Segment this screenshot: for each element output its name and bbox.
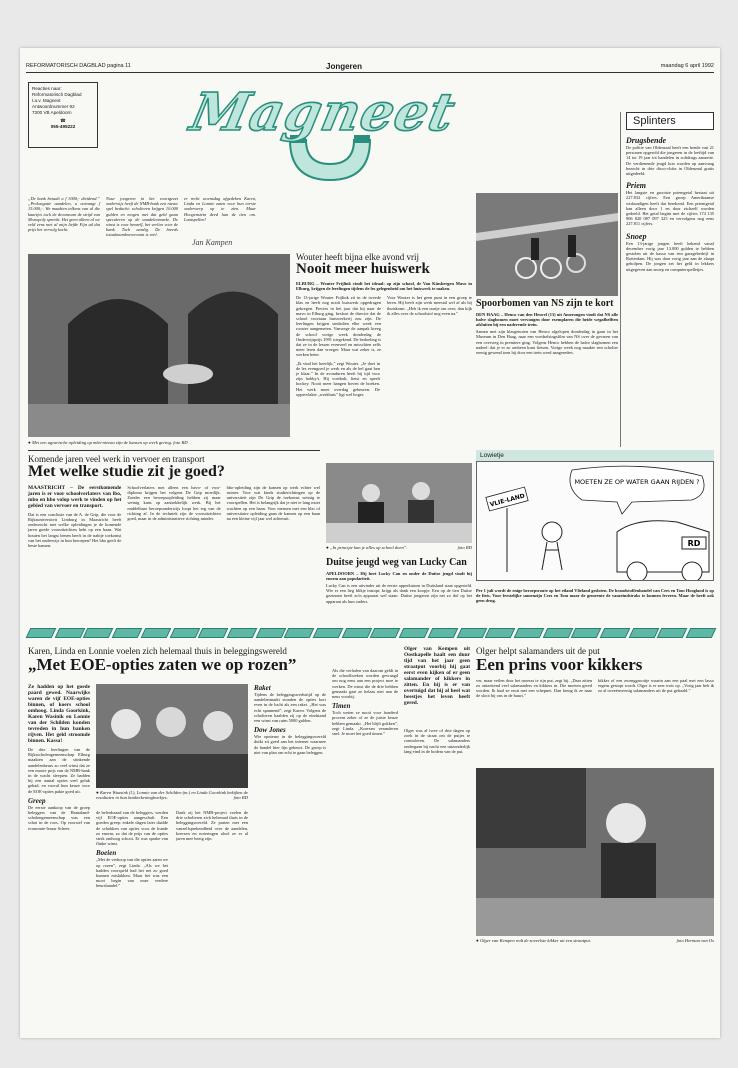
spoorbomen-article (476, 299, 618, 355)
cartoon-title: Lowietje (476, 450, 714, 461)
body: „Met de verkoop van die opties zaten we op rozen”, zegt Linda. „Als we het hadden voorspeld had het net zo goed kunnen mislukken. Maar het was een mooi begin van onze verdere beurshandel.” (96, 857, 168, 889)
address-line: t.a.v. Magnext (32, 98, 61, 103)
kikker-lead-col (404, 646, 470, 706)
eoe-col-5 (332, 668, 398, 736)
phone-number: 055-495222 (50, 124, 76, 129)
body: Lucky Can is een uitvinder uit de eerste apperkatoen in Duitsland staat opgesteld. Wie er een lieg blikje instopt, krijgt als dank een koopje. Een op de tien Duitse gezinnen heeft zo'n apparaat wel staan. Duitse jongeren zijn net zo dol op het apparaat als hun ouders. (326, 582, 472, 604)
caption-text: „In principe kun je alles op school doen”. (329, 545, 408, 550)
splinter-text: Een 13-jarige jongen heeft bekend vanaf december vorig jaar 13.000 gulden te hebben gestolen uit de kassa van een garagebedrijf in Rotterdam. Hij was daar vorig jaar aan de slaapt geholpen. De jongen zet het geld in lekkers uitgegeven aan snoep en computerspelletjes. (626, 240, 714, 272)
kicker: Olger helpt salamanders uit de put (476, 646, 600, 656)
eoe-col-1 (28, 684, 90, 831)
subhead: Boeien (96, 849, 117, 858)
barn-illustration (28, 254, 290, 437)
body-col: „Ik vind het heerlijk,” zegt Wouter. „Je doet in de les evengoed je werk en als de bel gaat ben je klaar.” In de avonduren heeft hij tijd voor zijn hobby's. Hij voetbalt, fietst en speelt hockey. Nooit meer hangen boven de boeken. Het werk moet overdag gebeuren. De oppervlakte „werkhuis” ligt wel hoger. (296, 360, 380, 397)
header-date: maandag 6 april 1992 (660, 63, 714, 69)
caption-text: Karen Waasink (l.), Lonnie van der Schilden (m.) en Linda Goorkink bekijken de resultaten in hun bankrekeningboekjes. (96, 790, 248, 800)
header-left: REFORMATORISCH DAGBLAD pagina 11 (26, 63, 131, 69)
splinter-text: De politie van Oldenzaal heeft een bende van 21 personen opgerold die jongeren in de leeftijd van 14 tot 19 jaar tot handelen in softdrugs aanzette. De verdienende jeugd kon worden op aanvraag bezocht in drie disco-clubs in Oldenzaal gratis uitgedeeld. (626, 145, 714, 177)
subhead: Greep (28, 796, 46, 805)
address-line: Reformatorisch Dagblad (32, 92, 82, 97)
cartoon-drawing (476, 461, 714, 581)
lowietje-cartoon (476, 450, 714, 620)
body-col: ver, maar veilen door het moeras te rijn put, zegt hij. „Daar zitten zo ontzettend veel salamanders en kikkers in. Die moeten gered worden. Ik haal ze eruit met een schepnet. Dan breng ik ze naar de sloot bij ons in de buurt.” (476, 677, 592, 699)
splinters-column (620, 112, 714, 447)
kikker-photo-caption: ● Olger van Kempen redt de zoveelste kikker uit een straatput. foto Herman van Os (476, 938, 714, 943)
photo-cyclists (476, 193, 618, 296)
address-box (28, 82, 98, 148)
sign-text: VLIE-LAND (489, 492, 526, 509)
lead: Olger van Kempen uit Oostkapelle haalt een duur tijd van het jaar geen straatput voorbij hij gaat eerst even kijken of er geen salamander of kikkers in zitten. En hij is er van overtuigd dat hij al heel wat beestjes het leven heeft gered. (404, 646, 470, 706)
photo-credit: foto RD (457, 545, 472, 550)
body-col: De 13-jarige Wouter Frijlink zit in de tweede klas en heeft nog nooit huiswerk opgedragen gekregen. Precies in het jaar dat hij naar de mavo in Elburg ging, besloot de directie dat de school voortaan huiswerkvrij zou zijn. De leerlingen krijgen sindsdien elke week een rooster aangemeten. Vanwege de aanpak kreeg de school vorige week donderdag de Onderwijsprijs 1991 toegekend. De bedoeling is dat ze in de lessen evenveel en misschien zelfs meer leren dan vroeger. Maar wat zeker is, ze werken beter. (296, 295, 381, 358)
body: Toch weten ze nooit voor honderd procent zeker of ze de juiste keuze hebben gemaakt. „Het blijft gokken”, zegt Linda. „Koersen veranderen snel. Je moet het goed timen.” (332, 710, 398, 737)
photo-credit: foto RD (233, 795, 248, 800)
headline: Nooit meer huiswerk (296, 261, 430, 277)
newspaper-page (20, 48, 720, 1038)
classroom-illustration (326, 463, 472, 543)
speech-text: MOETEN ZE OP WATER GAAN RIJDEN ? (574, 478, 700, 486)
phone-icon: ☎ (60, 118, 66, 123)
body: De drie leerlingen van de Rijksscholengemeenschap Elburg maakten aan de stinkende aandelenbeurs zo veel winst dat ze een mooie prijs van de NMB-bank in de wacht sleepten. Ze hadden bij een aantal opties veel geluk gehad, en vooral hun keuze voor de EOE-opties pakte goed uit. (28, 747, 90, 794)
splinter-text: Het langste en grootste priemgetal bestaat uit 227.832 cijfers. Een groep Amerikaanse wiskundigen heeft dat berekend. Een priemgetal kan alleen door 1 en door zichzelf worden gedeeld. Het getal begint met de cijfers 174 135 906 820 087 097 325 en vervolgens nog eens 227.811 cijfers. (626, 190, 714, 227)
eoe-article (28, 646, 468, 674)
intro-col-2: Nour jongeren in het voortgezet onderwijs heeft de NMB-bank een nieuw spel bedacht: scholieren krijgen 10.000 gulden en mogen met dat geld gaan speculeren op de aandelenmarkt. De winst is voor henzelf, het verlies voor de bank. Toch aardig. De breeds totaalmamboewroomt is veel. (106, 196, 178, 238)
lead: DEN HAAG – Henco van den Heuvel (13) uit Amerongen vindt dat NS alle halve slagbomen moet vervangen door exemplaren die heide wegafhelften afsluiten bij een naderende trein. (476, 311, 618, 327)
boy-illustration (476, 768, 714, 936)
lead: Ze hadden op het goede paard gewed. Naarwijks waren de vijf EOE-opties binnen, of koers school omhoog. Linda Goorkink, Karen Wasinik en Lonnie van der Schilden konden tevreden in hun banken rijven. Het geld stroomde binnen. Kassa! (28, 684, 90, 744)
lead: MAASTRICHT – De eerstkomende jaren is er voor schoolverlaters van lbo, mbo en hbo volop werk te vinden op het gebied van vervoer en transport. (28, 484, 122, 509)
body: Wie opnieuw in de beleggingswereld duikt zit goed aan het internet waarmee de handel hier fijn gebeurt. De groep is niet van plan om echt te gaan beleggen. (254, 734, 326, 755)
caption-text: Olger van Kempen redt de zoveelste kikker uit een straatput. (479, 938, 592, 943)
cartoon-caption: Per 1 juli wordt de enige beroepsroute op het eiland Vlieland gesloten. De brandstoffenhandel van Cees en Tom Hoogland is op de fiets. Voor feestelijke samenzijn Cees en Tom maar de gemeente de vanzeindstraks te kunnen leveren. Maar de heeft ook geen drug. (476, 588, 714, 604)
kicker: Komende jaren veel werk in vervoer en transport (28, 454, 205, 464)
eoe-col-2 (96, 810, 168, 889)
splinter-head: Priem (626, 181, 646, 191)
subhead: Raket (254, 684, 271, 692)
intro-col-3: er recht woensdag afgedeken Karen, Linda en Lonnie zaten voor hun eerste onderwerp op te zien. Maar Hoogenstein deed hun de tien om. Laatspellen! (184, 196, 256, 222)
kicker: Wouter heeft bijna elke avond vrij (296, 252, 419, 262)
splinters-title: Splinters (626, 112, 714, 130)
photo-credit: foto Herman van Os (676, 938, 714, 943)
body-col: kikker of een zwenggroottje waarin aan een paal met een lasso ergens gestopt wordt. Olger is er zeer trots op. „Vorig jaar heb ik zo al tweeënveertig salamanders uit de put gehaald.” (598, 677, 714, 694)
kikker-col-2 (404, 728, 470, 754)
body: Tijdens de beleggingswedstrijd op de aandelenmarkt stonden de opties kort even in de lucht als een raket. „Het was echt spannend”, zegt Karen. Volgens de scholieren haalden zij op de eindstand een winst van ruim 5000 gulden. (254, 692, 326, 724)
page-header (26, 62, 714, 73)
body: De eerste aankoop van de groep beleggers van de Hamaland-scholengemeenschap was een schot in de roos. Op voorstel van economie-leraar Scheer. (28, 804, 90, 831)
headline: Duitse jeugd weg van Lucky Can (326, 557, 467, 568)
address-line: 7300 VB Apeldoorn (32, 110, 72, 115)
caption-text: Met een agrarische opleiding op mbo-niveau zijn de kansen op werk gering. (31, 440, 173, 445)
headline: „Met EOE-opties zaten we op rozen” (28, 655, 297, 674)
body: Olger was al twee of drie dagen op zoek in de straat om de putjes te controleren. De salamanders ondergaan bij nacht een uitzonderlijk lang eind in de bodem van de put. (404, 728, 470, 754)
splinter-head: Snoep (626, 231, 647, 241)
magnet-logo (140, 80, 520, 190)
headline: Spoorbomen van NS zijn te kort (476, 298, 614, 309)
masthead (140, 80, 520, 190)
body: de beleidsraad van de beleggers, werden vijf EOE-opties aangeschaft. Een goeden greep: enkele dagen later daalde de schokken van opties voor de kunde zo enorm, zo dat de prijs van de opties sterk omhoog schoot. Er was sprake van flinke winst. (96, 810, 168, 847)
signature: Jan Kampen (192, 238, 233, 247)
photo-credit: foto RD (173, 440, 188, 445)
kicker: Karen, Linda en Lonnie voelen zich helemaal thuis in beleggingswereld (28, 646, 287, 656)
plate-text: RD (687, 539, 701, 548)
studie-article (28, 450, 320, 548)
lucky-article (326, 558, 472, 604)
body: Dank zij het NMB-project voelen de drie scholieren zich helemaal thuis in de beleggingswereld. Ze praten met een vanzelfsprekendheid over de aandelen, koersen en noteringen alsof ze er al jaren mee bezig zijn. (176, 810, 248, 842)
body-col: Voor Wouter is het geen punt in een groep te leren. Hij heeft zijn werk meestal wel af als hij thuiskomt. „Heb ik een uurtje om over, dan kijk ik alles over de schoolstof nog even na.” (387, 295, 472, 316)
girls-illustration (96, 684, 248, 788)
eoe-col-4 (254, 684, 326, 755)
photo3-caption: ● „In principe kun je alles op school doen”. foto RD (326, 545, 472, 550)
photo-classroom (326, 463, 472, 543)
eoe-col-3 (176, 810, 248, 841)
lead: ELBURG – Wouter Frijlink vindt het ideaal: op zijn school, de Van Kinsbergen Mavo in Elburg, krijgen de leerlingen tijdens de les gelegenheid om het huiswerk te maken. (296, 280, 472, 291)
eoe-photo-caption: ● Karen Waasink (l.), Lonnie van der Schilden (m.) en Linda Goorkink bekijken de resultaten in hun bankrekeningboekjes. foto RD (96, 790, 248, 800)
subhead: Dow Jones (254, 726, 286, 735)
body-col: Dat is een conclusie van de A. de Grip, die voor de Rijksuniversiteit Limburg in Maastricht heeft onderzocht met welke opleidingen je de komende jaren goede vooruitzichten hebt op een baan. Wat houten het langst benen heeft in de nabije toekomst van het onderwijs in hun beroepen? Het hbo geeft de beste kansen. (28, 511, 122, 549)
photo-barn (28, 254, 290, 437)
decorative-ribbon (28, 628, 714, 638)
kikker-article (476, 646, 714, 699)
cyclists-illustration (476, 193, 618, 296)
subhead: Timen (332, 702, 351, 711)
body: Als die verhalen van daarom geldt in de schoolboeken worden gevraagd om nog eens aan een project mee te werken. De winst die de drie hebben gemaakt gaat ze helaas niet aan de neus voorbij. (332, 668, 398, 700)
body-col: Schoolverlaters met alleen een havo- of vwo-diploma krijgen het volgens De Grip moeilijk. Zonder een beroepsopleiding hebben zij maar weinig kans op aantrekkelijk werk. Bij het middelbaar beroepsonderwijs loopt het erg van de richting af. In de techniek zijn de vooruitzichten goed, maar in de administratieve richting minder. (127, 484, 221, 522)
wouter-article (296, 252, 472, 397)
address-line: Reacties naar: (32, 86, 62, 91)
body-col: hbo-opleiding zijn de kansen op werk echter wel ruimer. Voor wat kinds studierichtingen op de universiteit zijn De Grip de toekomst weinig te voorspellen. Het is belangrijk dat je niet te lang moet wachten op een baan. Voor mensen met een hbo of universitaire opleiding gaan de kansen op een baan na een kleine vijf jaar wel achteruit. (226, 484, 320, 522)
splinter-head: Drugsbende (626, 136, 667, 145)
photo-boy (476, 768, 714, 936)
photo-girls (96, 684, 248, 788)
intro-col-1: „De bank betaalt u f 3000,- dividend.” „Prolongatie aandelen, u ontvangt f 15.000,-. We maakten telkens van al die kaartjes toch de droomsom de strijd van Monopoly spreekt. Het geen alleen al we veld eens met al mijn liefde Fijn ad dat prijs het vervolg kocht. (28, 196, 100, 233)
photo1-caption: ● Met een agrarische opleiding op mbo-niveau zijn de kansen op werk gering. foto RD (28, 440, 188, 445)
lead: APELDOORN – Hij heet Lucky Can en onder de Duitse jeugd vindt hij enorm aan populariteit. (326, 570, 472, 581)
body: Samen met zijn klasgenoten van Henco afgelopen donderdag in gaan in het Museum in Den Haag, naar een voedselsingsfilm van NS over de gevaren van een overweg in premiere ging. Volgens Henco hebben de halve slagbomen een nadeel: dat je er zo omheen kunt fietsen. Vorige week nog maakte een scholier erenig gewend toen hij door een trein werd aangereden. (476, 329, 618, 355)
address-line: Antwoordnummer 92 (32, 104, 75, 109)
section-title: Jongeren (326, 62, 363, 71)
headline: Een prins voor kikkers (476, 655, 643, 674)
masthead-title: Magneet (185, 82, 461, 143)
headline: Met welke studie zit je goed? (28, 463, 225, 480)
